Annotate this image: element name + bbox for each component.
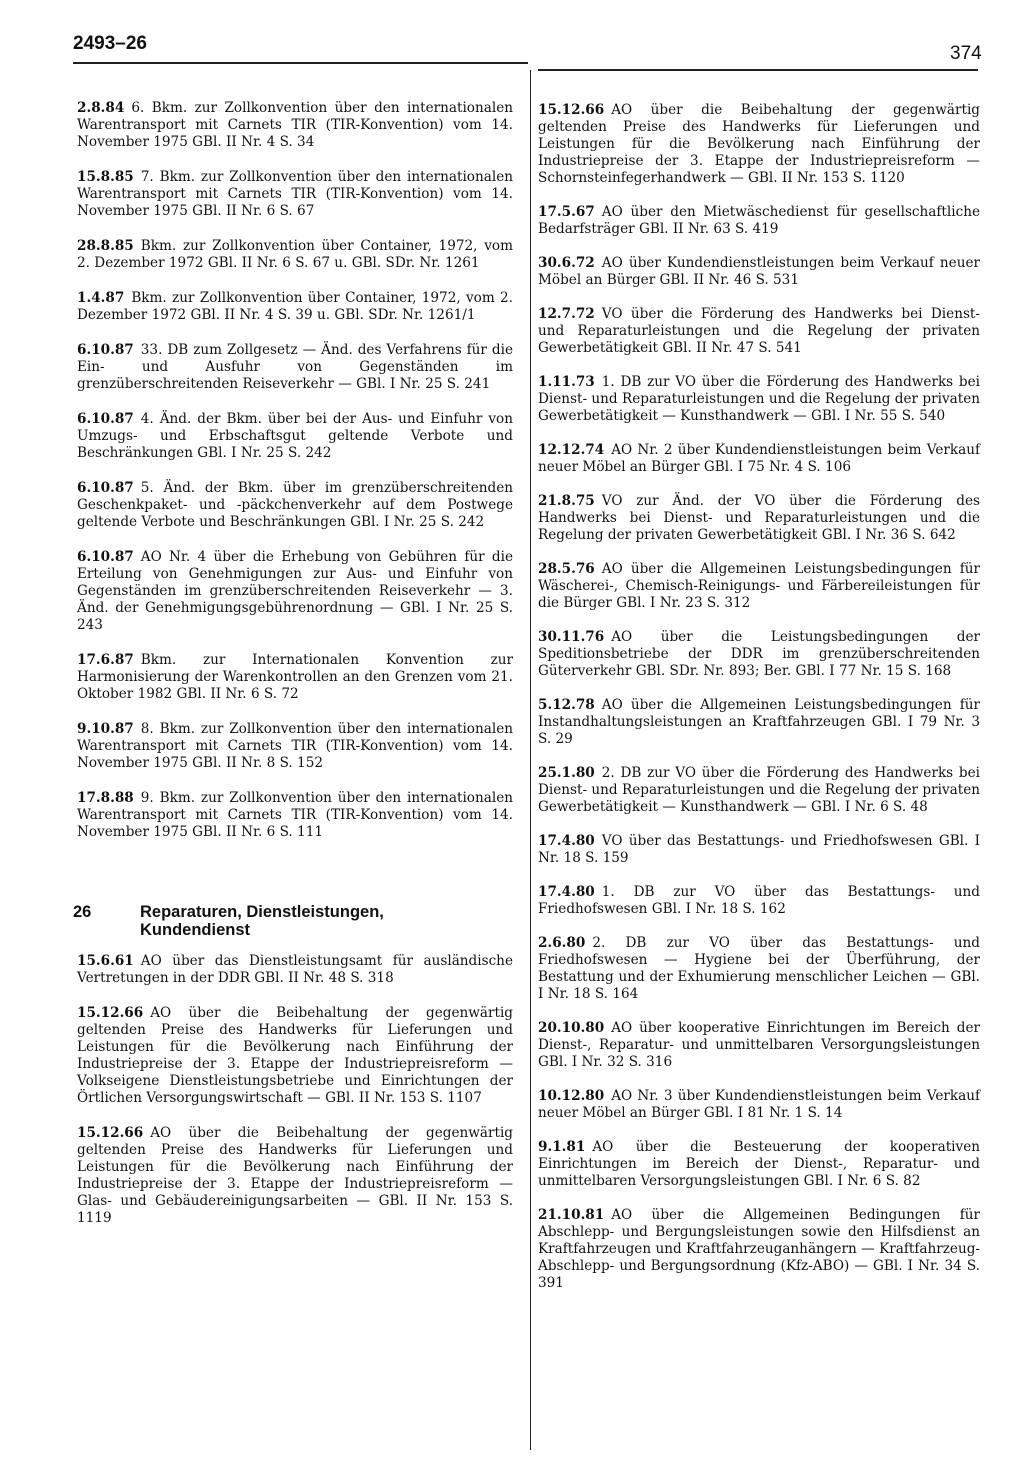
entry-date: 28.5.76 <box>538 561 595 577</box>
entry-text: AO über kooperative Einrichtungen im Bereich der Dienst-, Reparatur- und unmittelbaren Versorgungsleistungen GBl. I Nr. 32 S. 316 <box>538 1020 980 1070</box>
entry-date: 10.12.80 <box>538 1088 605 1104</box>
entry-text: 1. DB zur VO über das Bestattungs- und Friedhofswesen GBl. I Nr. 18 S. 162 <box>538 884 980 917</box>
header-rule-right <box>538 69 978 71</box>
entry-date: 6.10.87 <box>77 411 134 427</box>
entry-text: AO über den Mietwäschedienst für gesellschaftliche Bedarfsträger GBl. II Nr. 63 S. 419 <box>538 204 980 237</box>
page-number: 374 <box>950 43 982 64</box>
column-divider <box>530 70 531 1450</box>
entry <box>538 493 980 544</box>
entry-text: 1. DB zur VO über die Förderung des Handwerks bei Dienst- und Reparaturleistungen und die Regelung der privaten Gewerbetätigkeit — Kunsthandwerk — GBl. I Nr. 55 S. 540 <box>538 374 980 424</box>
entry-date: 30.6.72 <box>538 255 595 271</box>
entry-date: 6.10.87 <box>77 549 134 565</box>
entry <box>77 1125 513 1227</box>
entry-text: AO über die Allgemeinen Bedingungen für Abschlepp- und Bergungsleistungen sowie den Hilfsdienst an Kraftfahrzeugen und Kraftfahrzeuganhängern — Kraftfahrzeug-Abschlepp- und Bergungsordnung (Kfz-ABO) — GBl. I Nr. 34 S. 391 <box>538 1207 980 1291</box>
entry-text: Bkm. zur Internationalen Konvention zur Harmonisierung der Warenkontrollen an den Grenzen vom 21. Oktober 1982 GBl. II Nr. 6 S. 72 <box>77 652 513 702</box>
entry-date: 2.8.84 <box>77 100 125 116</box>
entry-date: 17.4.80 <box>538 833 595 849</box>
entry-text: Bkm. zur Zollkonvention über Container, 1972, vom 2. Dezember 1972 GBl. II Nr. 4 S. 39 u. GBl. SDr. Nr. 1261/1 <box>77 290 513 323</box>
entry-text: 7. Bkm. zur Zollkonvention über den internationalen Warentransport mit Carnets TIR (TIR-Konvention) vom 14. November 1975 GBl. II Nr. 6 S. 67 <box>77 169 513 219</box>
entry-date: 21.10.81 <box>538 1207 605 1223</box>
right-entries-list <box>538 102 980 1292</box>
entry-text: 6. Bkm. zur Zollkonvention über den internationalen Warentransport mit Carnets TIR (TIR-Konvention) vom 14. November 1975 GBl. II Nr. 4 S. 34 <box>77 100 513 150</box>
entry-text: 2. DB zur VO über das Bestattungs- und Friedhofswesen — Hygiene bei der Überführung, der Bestattung und der Exhumierung menschlicher Leichen — GBl. I Nr. 18 S. 164 <box>538 935 980 1002</box>
entry <box>538 629 980 680</box>
entry <box>538 1207 980 1292</box>
entry <box>77 411 513 462</box>
entry-date: 25.1.80 <box>538 765 595 781</box>
entry-text: AO über Kundendienstleistungen beim Verkauf neuer Möbel an Bürger GBl. II Nr. 46 S. 531 <box>538 255 980 288</box>
page-code: 2493–26 <box>73 33 147 54</box>
entry-text: AO über die Beibehaltung der gegenwärtig geltenden Preise des Handwerks für Lieferungen und Leistungen für die Bevölkerung nach Einführung der Industriepreise der 3. Etappe der Industriepreisreform — Volkseigene Dienstleistungsbetriebe und Einrichtungen der Örtlichen Versorgungswirtschaft — GBl. II Nr. 153 S. 1107 <box>77 1005 513 1106</box>
entry <box>538 1088 980 1122</box>
entry-date: 20.10.80 <box>538 1020 605 1036</box>
section-number: 26 <box>73 903 92 921</box>
entry-text: VO zur Änd. der VO über die Förderung des Handwerks bei Dienst- und Reparaturleistungen und die Regelung der privaten Gewerbetätigkeit GBl. I Nr. 36 S. 642 <box>538 493 980 543</box>
entry-date: 17.6.87 <box>77 652 134 668</box>
entry <box>538 204 980 238</box>
entry-text: VO über das Bestattungs- und Friedhofswesen GBl. I Nr. 18 S. 159 <box>538 833 980 866</box>
entry-date: 2.6.80 <box>538 935 586 951</box>
entry-date: 17.8.88 <box>77 790 134 806</box>
entry <box>77 342 513 393</box>
entry-text: AO über die Leistungsbedingungen der Speditionsbetriebe der DDR im grenzüberschreitenden Güterverkehr GBl. SDr. Nr. 893; Ber. GBl. I 77 Nr. 15 S. 168 <box>538 629 980 679</box>
entry <box>77 100 513 151</box>
entry-date: 6.10.87 <box>77 480 134 496</box>
entry-date: 9.10.87 <box>77 721 134 737</box>
entry-text: AO über die Beibehaltung der gegenwärtig geltenden Preise des Handwerks für Lieferungen und Leistungen für die Bevölkerung nach Einführung der Industriepreise der 3. Etappe der Industriepreisreform — Glas- und Gebäudereinigungsarbeiten — GBl. II Nr. 153 S. 1119 <box>77 1125 513 1226</box>
entry-text: 4. Änd. der Bkm. über bei der Aus- und Einfuhr von Umzugs- und Erbschaftsgut geltende Verbote und Beschränkungen GBl. I Nr. 25 S. 242 <box>77 411 513 461</box>
entry <box>538 765 980 816</box>
entry <box>77 790 513 841</box>
left-column <box>73 100 513 1245</box>
entry-date: 15.12.66 <box>77 1005 144 1021</box>
entry-text: 2. DB zur VO über die Förderung des Handwerks bei Dienst- und Reparaturleistungen und die Regelung der privaten Gewerbetätigkeit — Kunsthandwerk — GBl. I Nr. 6 S. 48 <box>538 765 980 815</box>
header-rule-left <box>73 62 528 64</box>
entry-text: AO über die Besteuerung der kooperativen Einrichtungen im Bereich der Dienst-, Reparatur- und unmittelbaren Versorgungsleistungen GBl. I Nr. 6 S. 82 <box>538 1139 980 1189</box>
entry-text: AO über das Dienstleistungsamt für ausländische Vertretungen in der DDR GBl. II Nr. 48 S. 318 <box>77 953 513 986</box>
entry-text: AO über die Allgemeinen Leistungsbedingungen für Instandhaltungsleistungen an Kraftfahrzeugen GBl. I 79 Nr. 3 S. 29 <box>538 697 980 747</box>
entry-text: AO Nr. 2 über Kundendienstleistungen beim Verkauf neuer Möbel an Bürger GBl. I 75 Nr. 4 S. 106 <box>538 442 980 475</box>
entry <box>538 1139 980 1190</box>
right-column <box>538 102 980 1309</box>
entry <box>538 255 980 289</box>
entry-text: 33. DB zum Zollgesetz — Änd. des Verfahrens für die Ein- und Ausfuhr von Gegenständen im grenzüberschreitenden Reiseverkehr — GBl. I Nr. 25 S. 241 <box>77 342 513 392</box>
entry-text: AO über die Allgemeinen Leistungsbedingungen für Wäscherei-, Chemisch-Reinigungs- und Färbereileistungen für die Bürger GBl. I Nr. 23 S. 312 <box>538 561 980 611</box>
entry <box>538 561 980 612</box>
entry <box>77 1005 513 1107</box>
entry <box>538 306 980 357</box>
entry <box>538 833 980 867</box>
entry-text: 9. Bkm. zur Zollkonvention über den internationalen Warentransport mit Carnets TIR (TIR-Konvention) vom 14. November 1975 GBl. II Nr. 6 S. 111 <box>77 790 513 840</box>
entry-date: 12.7.72 <box>538 306 595 322</box>
entry-date: 17.5.67 <box>538 204 595 220</box>
entry-date: 30.11.76 <box>538 629 605 645</box>
entry-date: 15.12.66 <box>77 1125 144 1141</box>
entry-date: 17.4.80 <box>538 884 595 900</box>
section-entries-list <box>77 953 513 1227</box>
entry-date: 15.12.66 <box>538 102 605 118</box>
section-title: Reparaturen, Dienstleistungen, Kundendienst <box>140 903 384 939</box>
entry-date: 1.4.87 <box>77 290 125 306</box>
entry <box>538 935 980 1003</box>
entry-text: AO Nr. 3 über Kundendienstleistungen beim Verkauf neuer Möbel an Bürger GBl. I 81 Nr. 1 S. 14 <box>538 1088 980 1121</box>
entry <box>77 290 513 324</box>
entry <box>538 374 980 425</box>
entry-date: 12.12.74 <box>538 442 605 458</box>
entry-date: 21.8.75 <box>538 493 595 509</box>
entry-date: 15.8.85 <box>77 169 134 185</box>
entry <box>538 442 980 476</box>
entry-date: 1.11.73 <box>538 374 595 390</box>
entry-date: 6.10.87 <box>77 342 134 358</box>
left-entries-list <box>77 100 513 841</box>
entry <box>77 480 513 531</box>
entry <box>77 721 513 772</box>
entry <box>77 652 513 703</box>
entry <box>538 102 980 187</box>
entry-date: 15.6.61 <box>77 953 134 969</box>
entry-text: 8. Bkm. zur Zollkonvention über den internationalen Warentransport mit Carnets TIR (TIR-Konvention) vom 14. November 1975 GBl. II Nr. 8 S. 152 <box>77 721 513 771</box>
entry <box>538 884 980 918</box>
entry <box>77 238 513 272</box>
section-heading <box>73 903 513 939</box>
entry <box>77 169 513 220</box>
entry <box>538 1020 980 1071</box>
entry <box>538 697 980 748</box>
entry-date: 5.12.78 <box>538 697 595 713</box>
entry <box>77 953 513 987</box>
entry-text: Bkm. zur Zollkonvention über Container, 1972, vom 2. Dezember 1972 GBl. II Nr. 6 S. 67 u. GBl. SDr. Nr. 1261 <box>77 238 513 271</box>
entry-date: 9.1.81 <box>538 1139 586 1155</box>
entry-text: 5. Änd. der Bkm. über im grenzüberschreitenden Geschenkpaket- und -päckchenverkehr auf dem Postwege geltende Verbote und Beschränkungen GBl. I Nr. 25 S. 242 <box>77 480 513 530</box>
entry-text: AO Nr. 4 über die Erhebung von Gebühren für die Erteilung von Genehmigungen zur Aus- und Einfuhr von Gegenständen im grenzüberschreitenden Reiseverkehr — 3. Änd. der Genehmigungsgebührenordnung — GBl. I Nr. 25 S. 243 <box>77 549 513 633</box>
entry-text: VO über die Förderung des Handwerks bei Dienst- und Reparaturleistungen und die Regelung der privaten Gewerbetätigkeit GBl. II Nr. 47 S. 541 <box>538 306 980 356</box>
entry-text: AO über die Beibehaltung der gegenwärtig geltenden Preise des Handwerks für Lieferungen und Leistungen für die Bevölkerung nach Einführung der Industriepreise der 3. Etappe der Industriepreisreform — Schornsteinfegerhandwerk — GBl. II Nr. 153 S. 1120 <box>538 102 980 186</box>
entry-date: 28.8.85 <box>77 238 134 254</box>
entry <box>77 549 513 634</box>
